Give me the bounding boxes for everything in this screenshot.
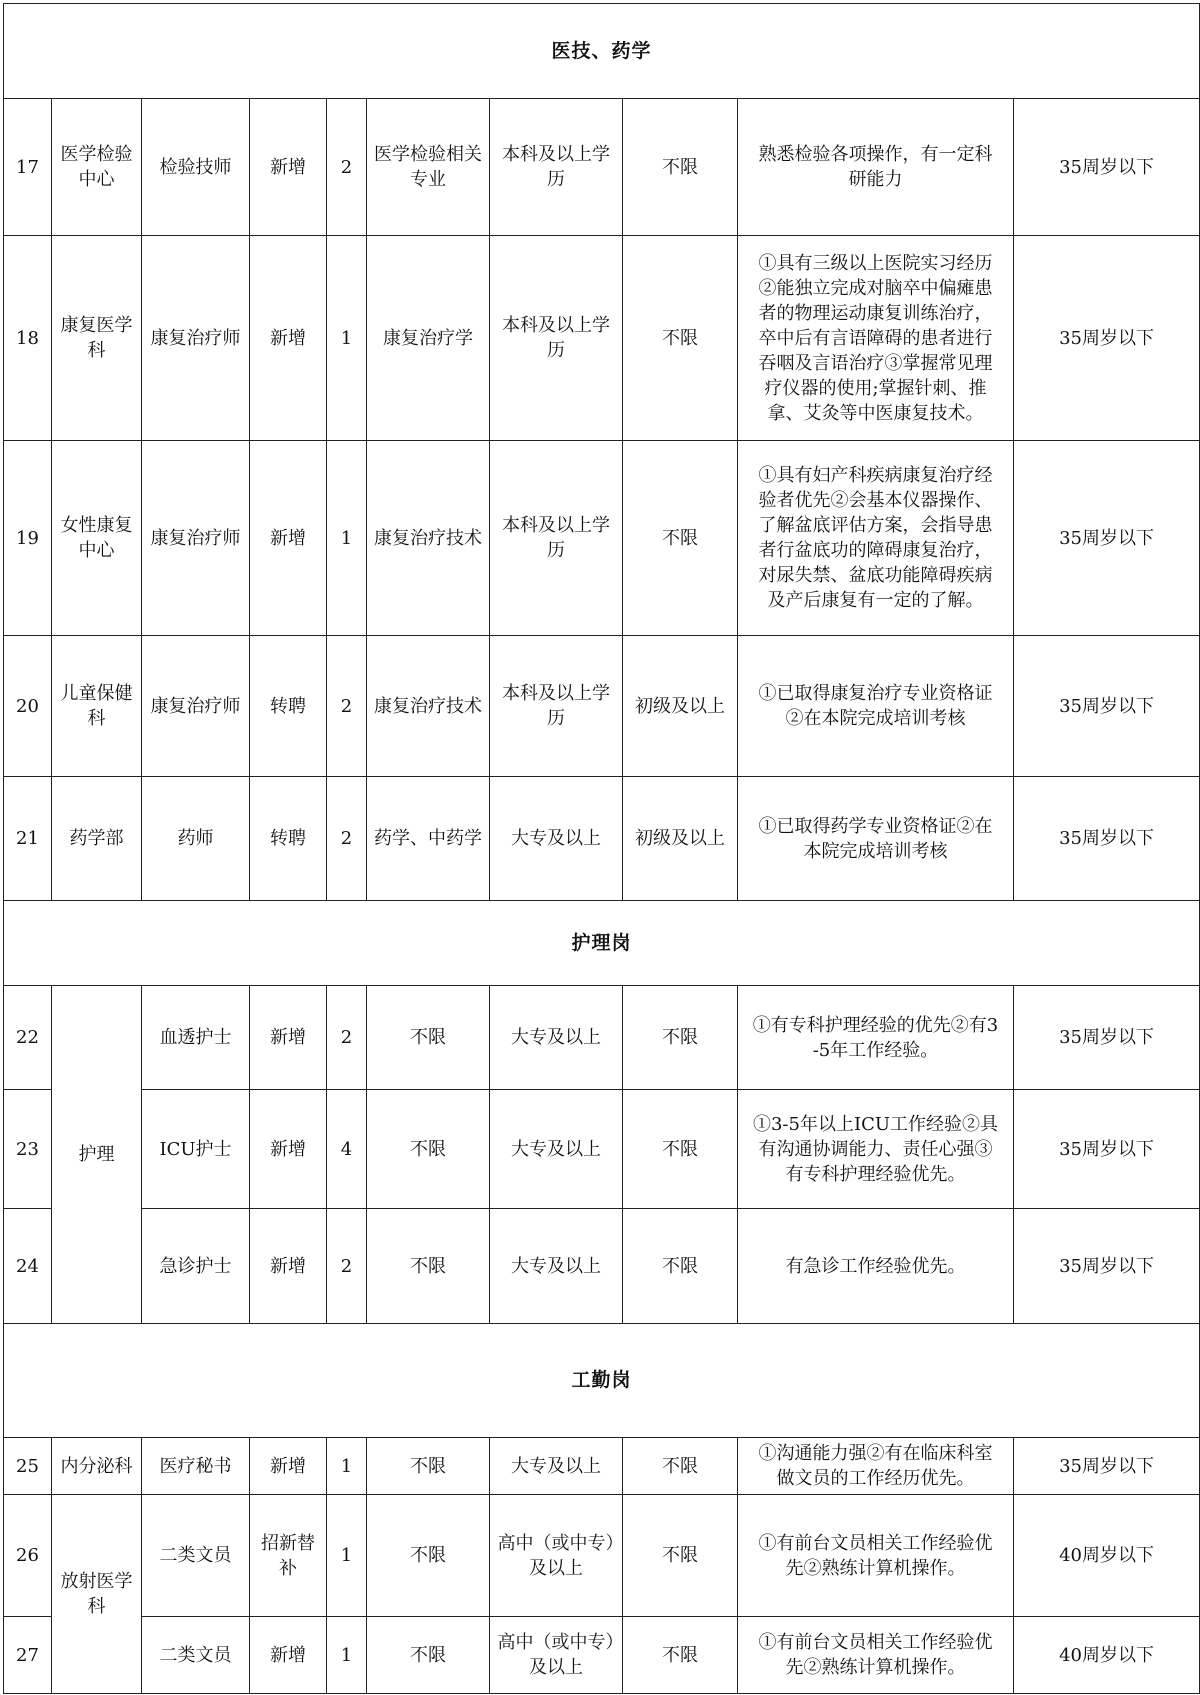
requirement-cell: ①有专科护理经验的优先②有3-5年工作经验。 — [738, 986, 1014, 1090]
count-cell: 2 — [327, 777, 367, 901]
type-cell: 转聘 — [250, 636, 327, 777]
requirement-cell: ①已取得药学专业资格证②在本院完成培训考核 — [738, 777, 1014, 901]
requirement-cell: 熟悉检验各项操作，有一定科研能力 — [738, 99, 1014, 236]
section-row — [4, 1324, 1200, 1438]
table-row — [4, 777, 1200, 901]
table-row — [4, 986, 1200, 1090]
requirement-cell: ①3-5年以上ICU工作经验②具有沟通协调能力、责任心强③有专科护理经验优先。 — [738, 1090, 1014, 1209]
major-cell: 不限 — [367, 986, 490, 1090]
count-cell: 2 — [327, 1209, 367, 1324]
education-cell: 高中（或中专）及以上 — [490, 1495, 623, 1617]
type-cell: 新增 — [250, 1090, 327, 1209]
row-number: 19 — [4, 441, 52, 636]
table-row — [4, 1209, 1200, 1324]
row-number: 26 — [4, 1495, 52, 1617]
education-cell: 高中（或中专）及以上 — [490, 1617, 623, 1694]
department-cell: 康复医学科 — [52, 236, 142, 441]
section-title: 工勤岗 — [4, 1324, 1200, 1438]
education-cell: 本科及以上学历 — [490, 441, 623, 636]
major-cell: 不限 — [367, 1617, 490, 1694]
count-cell: 2 — [327, 986, 367, 1090]
table-row — [4, 1090, 1200, 1209]
table-row — [4, 1495, 1200, 1617]
age-cell: 40周岁以下 — [1014, 1495, 1200, 1617]
department-cell: 儿童保健科 — [52, 636, 142, 777]
post-cell: 康复治疗师 — [142, 441, 250, 636]
age-cell: 35周岁以下 — [1014, 236, 1200, 441]
age-cell: 35周岁以下 — [1014, 986, 1200, 1090]
requirement-cell: ①已取得康复治疗专业资格证②在本院完成培训考核 — [738, 636, 1014, 777]
row-number: 20 — [4, 636, 52, 777]
count-cell: 4 — [327, 1090, 367, 1209]
education-cell: 本科及以上学历 — [490, 636, 623, 777]
age-cell: 35周岁以下 — [1014, 1438, 1200, 1495]
count-cell: 1 — [327, 441, 367, 636]
age-cell: 35周岁以下 — [1014, 636, 1200, 777]
major-cell: 不限 — [367, 1209, 490, 1324]
row-number: 23 — [4, 1090, 52, 1209]
major-cell: 不限 — [367, 1495, 490, 1617]
major-cell: 不限 — [367, 1090, 490, 1209]
education-cell: 大专及以上 — [490, 777, 623, 901]
count-cell: 2 — [327, 636, 367, 777]
section-title: 医技、药学 — [4, 4, 1200, 99]
title-cell: 不限 — [623, 99, 738, 236]
row-number: 24 — [4, 1209, 52, 1324]
post-cell: 血透护士 — [142, 986, 250, 1090]
major-cell: 药学、中药学 — [367, 777, 490, 901]
type-cell: 新增 — [250, 236, 327, 441]
table-row — [4, 99, 1200, 236]
count-cell: 1 — [327, 1495, 367, 1617]
post-cell: 二类文员 — [142, 1495, 250, 1617]
title-cell: 初级及以上 — [623, 636, 738, 777]
title-cell: 不限 — [623, 986, 738, 1090]
row-number: 25 — [4, 1438, 52, 1495]
type-cell: 转聘 — [250, 777, 327, 901]
major-cell: 医学检验相关专业 — [367, 99, 490, 236]
title-cell: 不限 — [623, 441, 738, 636]
education-cell: 大专及以上 — [490, 986, 623, 1090]
table-row — [4, 1617, 1200, 1694]
age-cell: 35周岁以下 — [1014, 1209, 1200, 1324]
requirement-cell: ①有前台文员相关工作经验优先②熟练计算机操作。 — [738, 1495, 1014, 1617]
table-row — [4, 236, 1200, 441]
type-cell: 新增 — [250, 986, 327, 1090]
type-cell: 招新替补 — [250, 1495, 327, 1617]
title-cell: 不限 — [623, 1495, 738, 1617]
title-cell: 不限 — [623, 1209, 738, 1324]
row-number: 21 — [4, 777, 52, 901]
title-cell: 不限 — [623, 1438, 738, 1495]
major-cell: 康复治疗技术 — [367, 636, 490, 777]
post-cell: 急诊护士 — [142, 1209, 250, 1324]
education-cell: 本科及以上学历 — [490, 236, 623, 441]
department-cell: 医学检验中心 — [52, 99, 142, 236]
requirement-cell: ①具有妇产科疾病康复治疗经验者优先②会基本仪器操作、了解盆底评估方案，会指导患者行盆底功的障碍康复治疗，对尿失禁、盆底功能障碍疾病及产后康复有一定的了解。 — [738, 441, 1014, 636]
section-title: 护理岗 — [4, 901, 1200, 986]
post-cell: ICU护士 — [142, 1090, 250, 1209]
requirement-cell: 有急诊工作经验优先。 — [738, 1209, 1014, 1324]
table-row — [4, 636, 1200, 777]
row-number: 22 — [4, 986, 52, 1090]
education-cell: 大专及以上 — [490, 1438, 623, 1495]
department-cell: 药学部 — [52, 777, 142, 901]
post-cell: 二类文员 — [142, 1617, 250, 1694]
type-cell: 新增 — [250, 441, 327, 636]
title-cell: 不限 — [623, 1090, 738, 1209]
count-cell: 1 — [327, 1617, 367, 1694]
requirement-cell: ①沟通能力强②有在临床科室做文员的工作经历优先。 — [738, 1438, 1014, 1495]
department-cell: 女性康复中心 — [52, 441, 142, 636]
post-cell: 医疗秘书 — [142, 1438, 250, 1495]
section-row — [4, 901, 1200, 986]
major-cell: 康复治疗学 — [367, 236, 490, 441]
age-cell: 35周岁以下 — [1014, 441, 1200, 636]
type-cell: 新增 — [250, 1438, 327, 1495]
title-cell: 不限 — [623, 236, 738, 441]
requirement-cell: ①具有三级以上医院实习经历②能独立完成对脑卒中偏瘫患者的物理运动康复训练治疗，卒中后有言语障碍的患者进行吞咽及言语治疗③掌握常见理疗仪器的使用;掌握针刺、推拿、艾灸等中医康复技术。 — [738, 236, 1014, 441]
education-cell: 大专及以上 — [490, 1090, 623, 1209]
department-cell: 内分泌科 — [52, 1438, 142, 1495]
major-cell: 康复治疗技术 — [367, 441, 490, 636]
table-row — [4, 441, 1200, 636]
department-cell: 放射医学科 — [52, 1495, 142, 1694]
row-number: 17 — [4, 99, 52, 236]
age-cell: 35周岁以下 — [1014, 777, 1200, 901]
recruitment-table — [3, 3, 1200, 1694]
count-cell: 2 — [327, 99, 367, 236]
row-number: 27 — [4, 1617, 52, 1694]
count-cell: 1 — [327, 236, 367, 441]
major-cell: 不限 — [367, 1438, 490, 1495]
education-cell: 大专及以上 — [490, 1209, 623, 1324]
row-number: 18 — [4, 236, 52, 441]
section-row — [4, 4, 1200, 99]
age-cell: 40周岁以下 — [1014, 1617, 1200, 1694]
type-cell: 新增 — [250, 1209, 327, 1324]
post-cell: 检验技师 — [142, 99, 250, 236]
age-cell: 35周岁以下 — [1014, 99, 1200, 236]
education-cell: 本科及以上学历 — [490, 99, 623, 236]
count-cell: 1 — [327, 1438, 367, 1495]
post-cell: 康复治疗师 — [142, 236, 250, 441]
type-cell: 新增 — [250, 1617, 327, 1694]
requirement-cell: ①有前台文员相关工作经验优先②熟练计算机操作。 — [738, 1617, 1014, 1694]
age-cell: 35周岁以下 — [1014, 1090, 1200, 1209]
type-cell: 新增 — [250, 99, 327, 236]
post-cell: 药师 — [142, 777, 250, 901]
title-cell: 初级及以上 — [623, 777, 738, 901]
department-cell: 护理 — [52, 986, 142, 1324]
title-cell: 不限 — [623, 1617, 738, 1694]
post-cell: 康复治疗师 — [142, 636, 250, 777]
table-row — [4, 1438, 1200, 1495]
